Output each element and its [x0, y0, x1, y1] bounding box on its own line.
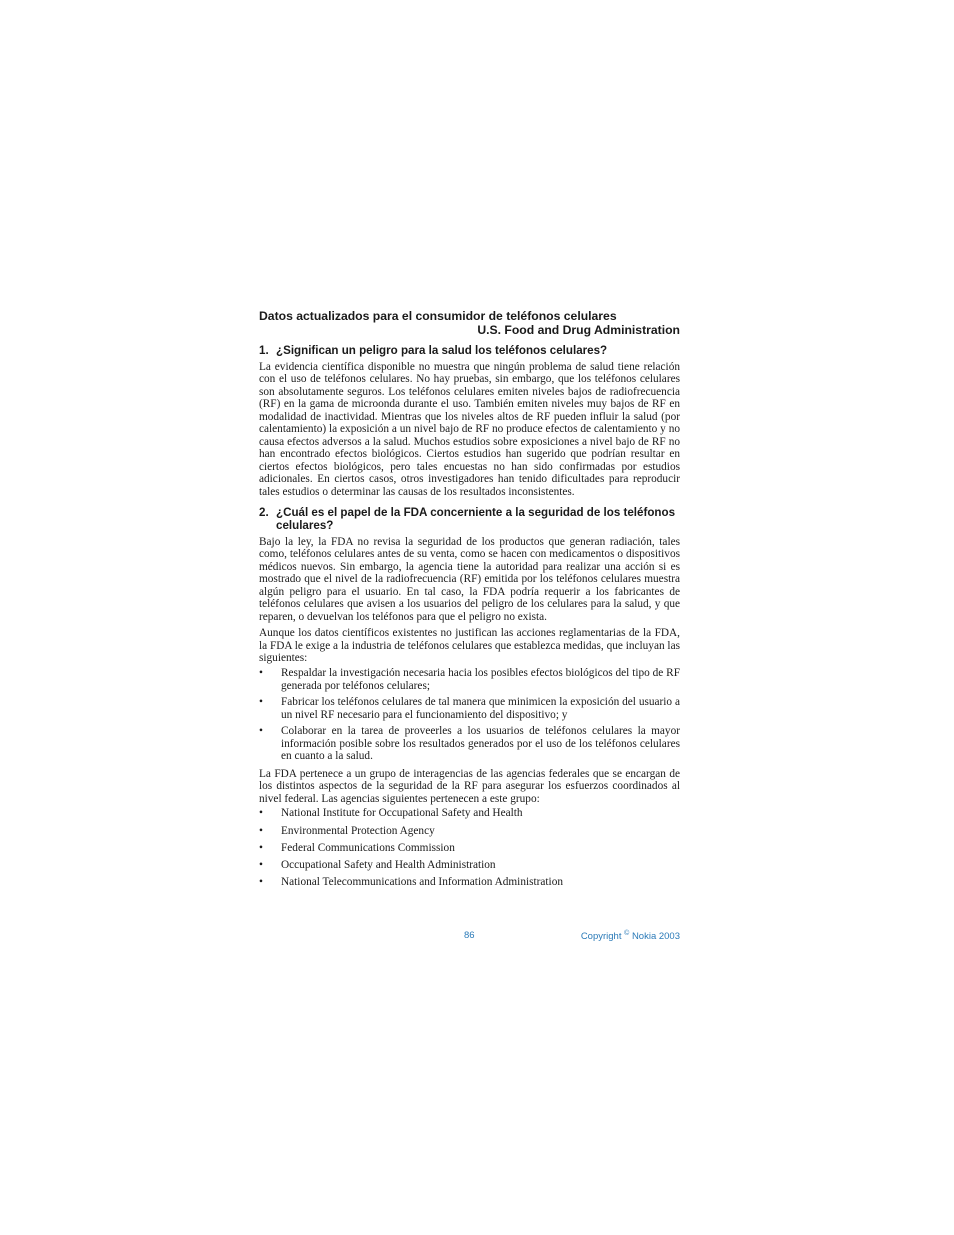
copyright-icon: ©	[624, 930, 630, 937]
bullet-icon: •	[259, 696, 263, 709]
title-line-1: Datos actualizados para el consumidor de teléfonos celulares	[259, 309, 617, 323]
section-2-paragraph-1: Bajo la ley, la FDA no revisa la seguridad de los productos que generan radiación, tales como, teléfonos celulares antes de su venta, como se hacen con medicamentos o dispositivos médicos nuevos. Sin embargo, la agencia tiene la autoridad para realizar una acción si es mostrado que el nivel de la radiofrecuencia (RF) emitida por los teléfonos celulares muestra algún peligro para el usuario. En tal caso, la FDA podría requerir a los fabricantes de teléfonos celulares que avisen a los usuarios del peligro de los celulares para la salud, y que reparen, o devuelvan los teléfonos para que el peligro no exista.	[259, 535, 680, 623]
bullet-icon: •	[259, 807, 263, 820]
section-2-heading	[259, 506, 680, 533]
list-item: • Occupational Safety and Health Administration	[259, 858, 496, 871]
list-item: • Fabricar los teléfonos celulares de tal manera que minimicen la exposición del usuario a un nivel RF necesario para el funcionamiento del dispositivo; y	[259, 696, 680, 721]
bullet-icon: •	[259, 824, 263, 837]
section-1-heading	[259, 344, 680, 358]
section-2-heading-text: ¿Cuál es el papel de la FDA concerniente a la seguridad de los teléfonos celulares?	[276, 505, 676, 533]
bullet-icon: •	[259, 666, 263, 679]
list-item: • National Institute for Occupational Safety and Health	[259, 807, 523, 820]
section-2-number: 2.	[259, 505, 269, 519]
list-item: • National Telecommunications and Information Administration	[259, 876, 563, 889]
section-1-heading-text: ¿Significan un peligro para la salud los teléfonos celulares?	[276, 344, 608, 357]
document-title	[259, 310, 680, 337]
agencies-list	[259, 807, 680, 888]
measures-list	[259, 667, 680, 763]
bullet-icon: •	[259, 841, 263, 854]
page-number: 86	[464, 930, 475, 941]
document-page	[259, 310, 680, 889]
section-2-paragraph-2: Aunque los datos científicos existentes no justifican las acciones reglamentarias de la FDA, la FDA le exige a la industria de teléfonos celulares que establezca medidas, que incluyan las siguientes:	[259, 627, 680, 665]
list-item: • Respaldar la investigación necesaria hacia los posibles efectos biológicos del tipo de RF generada por teléfonos celulares;	[259, 666, 680, 692]
list-item: • Federal Communications Commission	[259, 841, 455, 854]
section-1-paragraph: La evidencia científica disponible no muestra que ningún problema de salud tiene relación con el uso de teléfonos celulares. No hay pruebas, sin embargo, que los teléfonos celulares son absolutamente seguros. Los teléfonos celulares emiten niveles bajos de radiofrecuencia (RF) en la gama de microonda durante el uso. También emiten niveles muy bajos de RF en modalidad de inactividad. Mientras que los niveles altos de RF pueden influir la salud (por calentamiento) la exposición a un nivel bajo de RF no produce efectos de calentamiento y no causa efectos adversos a la salud. Muchos estudios sobre exposiciones a nivel bajo de RF no han encontrado efectos biológicos. Ciertos estudios han sugerido que podrían resultar en ciertos efectos biológicos, pero tales encuestas no han sido confirmadas por estudios adicionales. En ciertos casos, otros investigadores han tenido dificultades para reproducir tales estudios o determinar las causas de los resultados inconsistentes.	[259, 360, 680, 498]
page-footer	[259, 930, 680, 944]
bullet-icon: •	[259, 858, 263, 871]
title-line-2: U.S. Food and Drug Administration	[477, 322, 680, 337]
list-item: • Colaborar en la tarea de proveerles a los usuarios de teléfonos celulares la mayor información posible sobre los resultados generados por el uso de los teléfonos celulares en cuanto a la salud.	[259, 725, 680, 763]
section-2-paragraph-3: La FDA pertenece a un grupo de interagencias de las agencias federales que se encargan de los distintos aspectos de la seguridad de la RF para asegurar los esfuerzos coordinados al nivel federal. Las agencias siguientes pertenecen a este grupo:	[259, 767, 680, 805]
copyright-notice: Copyright © Nokia 2003	[580, 930, 680, 943]
section-1-number: 1.	[259, 344, 269, 357]
list-item: • Environmental Protection Agency	[259, 824, 435, 837]
bullet-icon: •	[259, 876, 263, 889]
bullet-icon: •	[259, 725, 263, 738]
